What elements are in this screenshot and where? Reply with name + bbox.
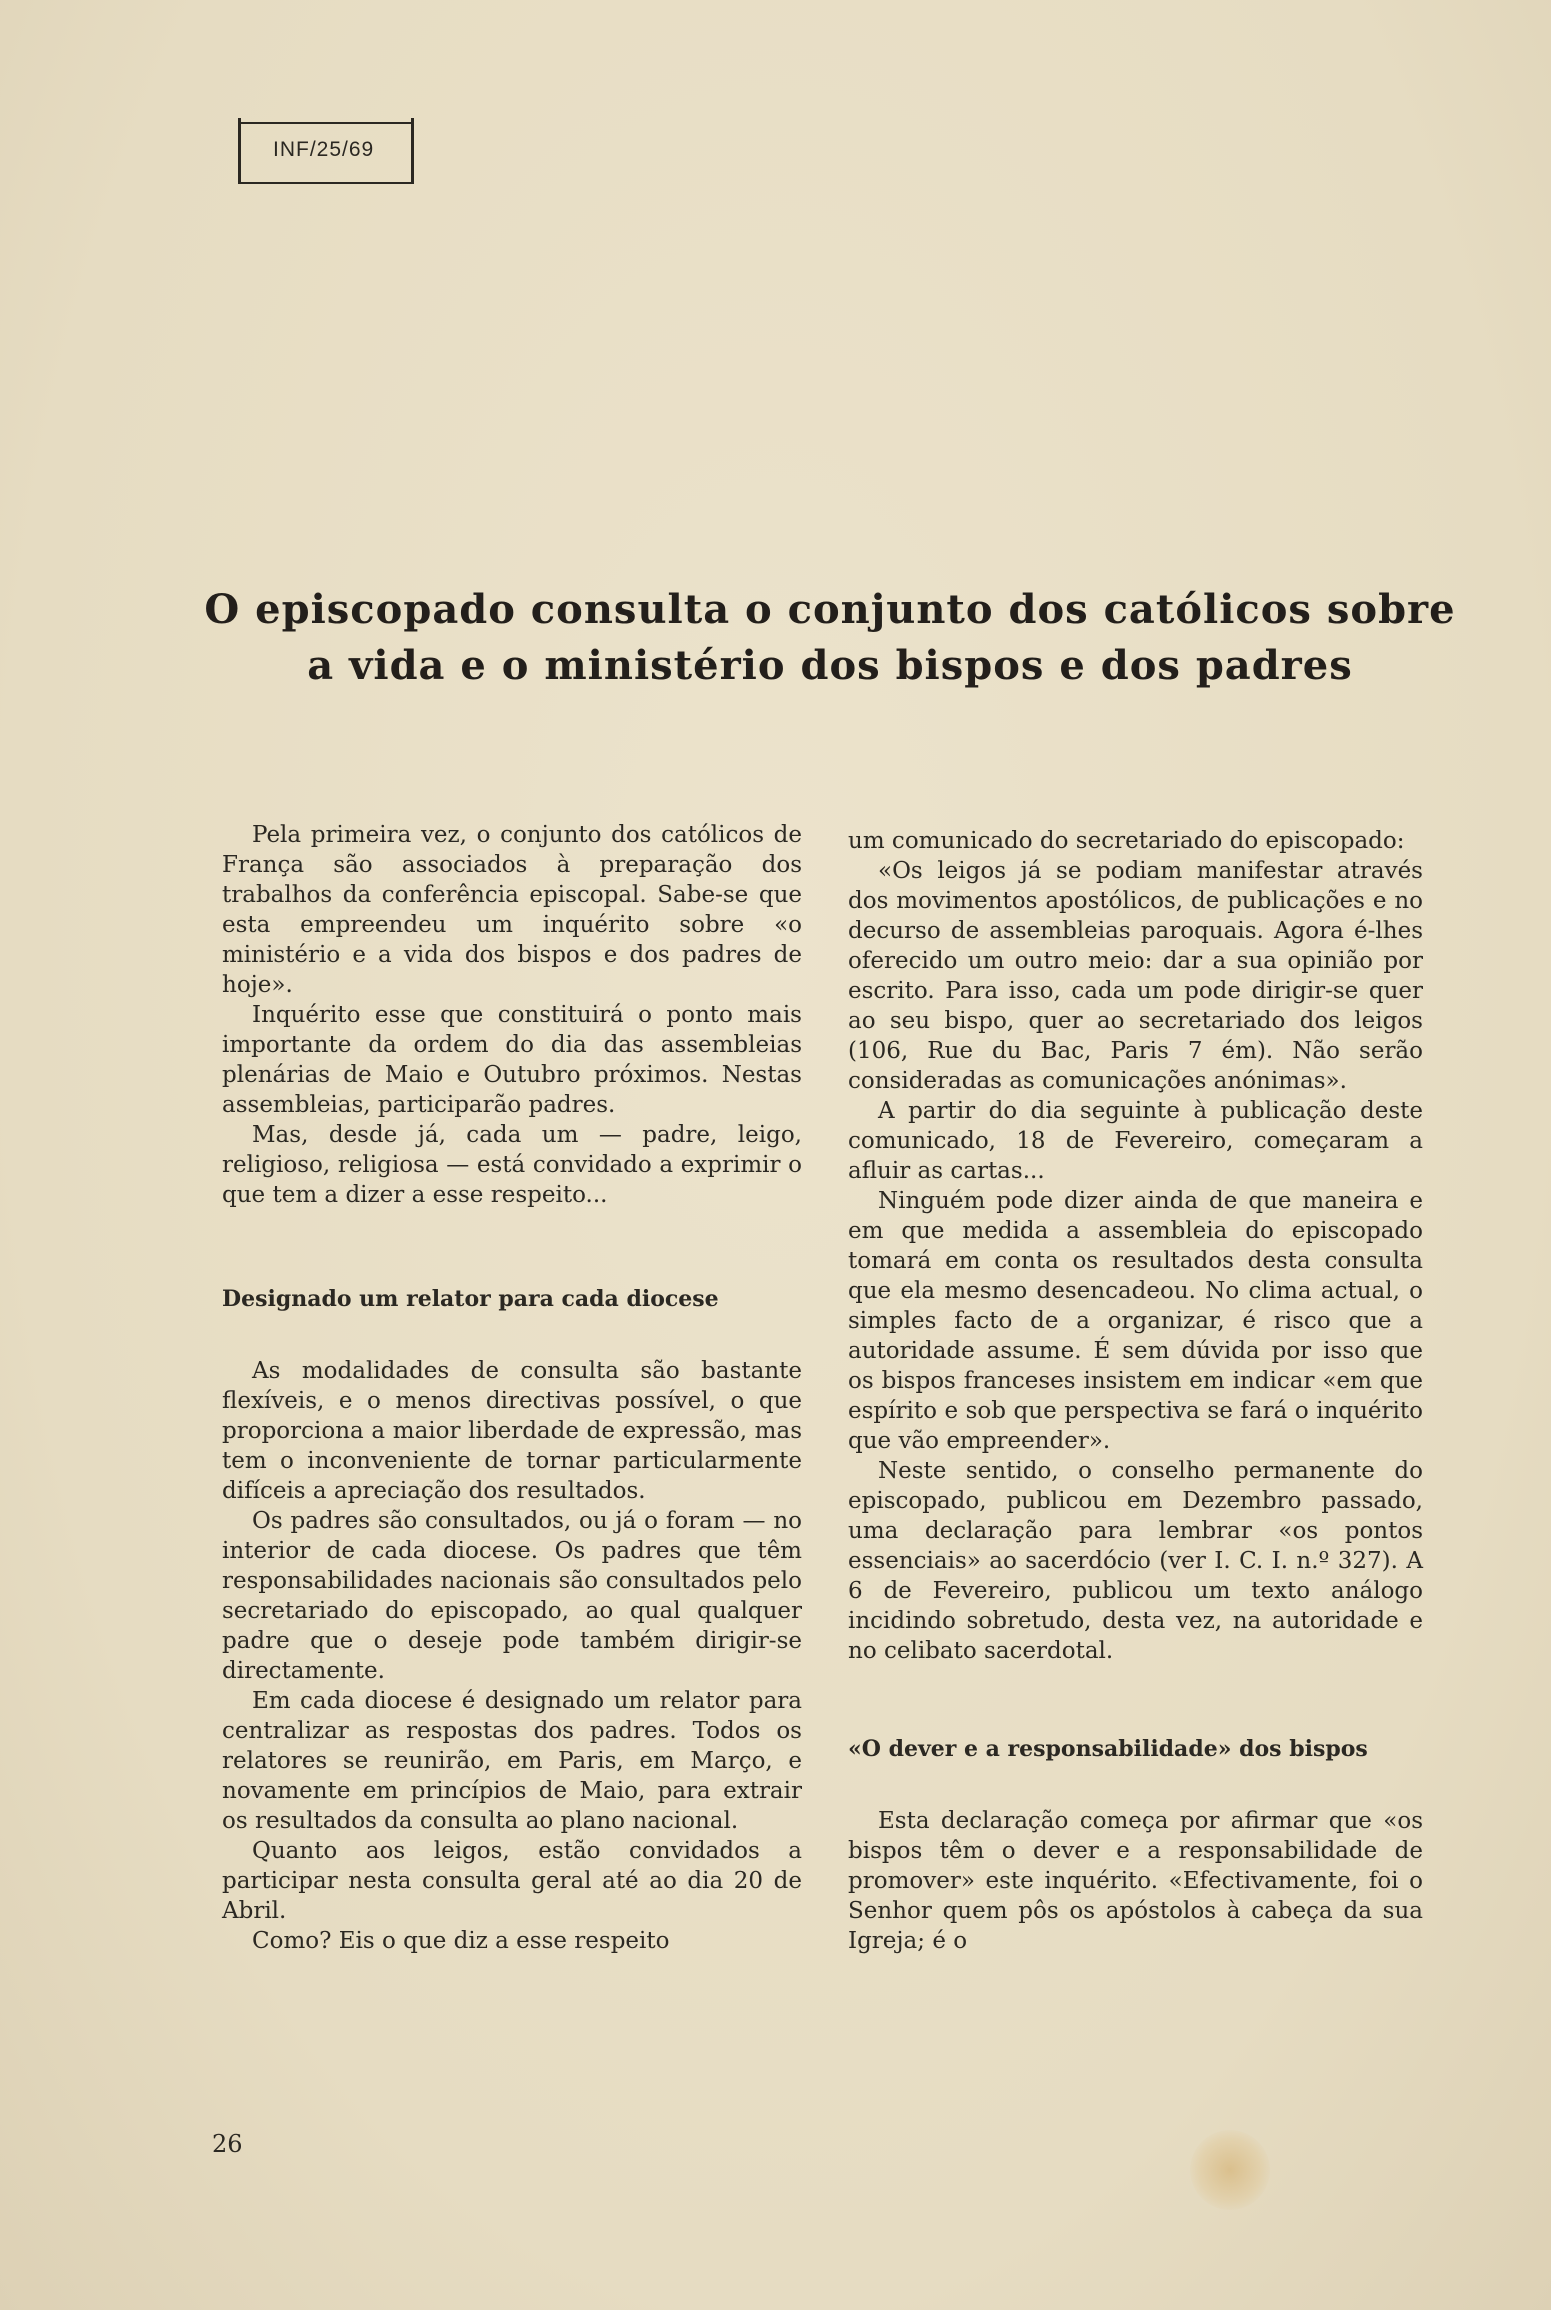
section-heading-bispos: «O dever e a responsabilidade» dos bispos xyxy=(848,1736,1368,1762)
paragraph: Ninguém pode dizer ainda de que maneira e em que medida a assembleia do episcopado tomará em conta os resultados desta consulta que ela mesmo desencadeou. No clima actual, o simples facto de a organizar, é risco que a autoridade assume. É sem dúvida por isso que os bispos franceses insistem em indicar «em que espírito e sob que perspectiva se fará o inquérito que vão empreender». xyxy=(848,1188,1423,1454)
left-column xyxy=(222,820,802,1956)
paragraph: Quanto aos leigos, estão convidados a participar nesta consulta geral até ao dia 20 de Abril. xyxy=(222,1838,802,1924)
paragraph: Como? Eis o que diz a esse respeito xyxy=(252,1928,670,1954)
paragraph: Inquérito esse que constituirá o ponto mais importante da ordem do dia das assembleias plenárias de Maio e Outubro próximos. Nestas assembleias, participarão padres. xyxy=(222,1002,802,1118)
paragraph: As modalidades de consulta são bastante flexíveis, e o menos directivas possível, o que proporciona a maior liberdade de expressão, mas tem o inconveniente de tornar particularmente difíceis a apreciação dos resultados. xyxy=(222,1358,802,1504)
section-heading-relator: Designado um relator para cada diocese xyxy=(222,1286,719,1312)
page-number: 26 xyxy=(212,2130,243,2158)
paragraph: Neste sentido, o conselho permanente do episcopado, publicou em Dezembro passado, uma declaração para lembrar «os pontos essenciais» ao sacerdócio (ver I. C. I. n.º 327). A 6 de Fevereiro, publicou um texto análogo incidindo sobretudo, desta vez, na autoridade e no celibato sacerdotal. xyxy=(848,1458,1423,1664)
reference-box xyxy=(238,118,414,184)
paragraph: Os padres são consultados, ou já o foram — no interior de cada diocese. Os padres que têm responsabilidades nacionais são consultados pelo secretariado do episcopado, ao qual qualquer padre que o deseje pode também dirigir-se directamente. xyxy=(222,1508,802,1684)
paragraph: Pela primeira vez, o conjunto dos católicos de França são associados à preparação dos trabalhos da conferência episcopal. Sabe-se que esta empreendeu um inquérito sobre «o ministério e a vida dos bispos e dos padres de hoje». xyxy=(222,822,802,998)
paragraph: A partir do dia seguinte à publicação deste comunicado, 18 de Fevereiro, começaram a afluir as cartas... xyxy=(848,1098,1423,1184)
right-column xyxy=(848,826,1423,1956)
paragraph: «Os leigos já se podiam manifestar através dos movimentos apostólicos, de publicações e no decurso de assembleias paroquais. Agora é-lhes oferecido um outro meio: dar a sua opinião por escrito. Para isso, cada um pode dirigir-se quer ao seu bispo, quer ao secretariado dos leigos (106, Rue du Bac, Paris 7 ém). Não serão consideradas as comunicações anónimas». xyxy=(848,858,1423,1094)
paragraph: Esta declaração começa por afirmar que «os bispos têm o dever e a responsabilidade de promover» este inquérito. «Efectivamente, foi o Senhor quem pôs os apóstolos à cabeça da sua Igreja; é o xyxy=(848,1808,1423,1954)
article-title xyxy=(180,582,1480,694)
article-title-line-2: a vida e o ministério dos bispos e dos padres xyxy=(307,642,1353,689)
paper-stain xyxy=(1190,2130,1270,2210)
paragraph-continuation: um comunicado do secretariado do episcopado: xyxy=(848,828,1405,854)
article-title-line-1: O episcopado consulta o conjunto dos católicos sobre xyxy=(204,586,1456,633)
paragraph: Em cada diocese é designado um relator para centralizar as respostas dos padres. Todos os relatores se reunirão, em Paris, em Março, e novamente em princípios de Maio, para extrair os resultados da consulta ao plano nacional. xyxy=(222,1688,802,1834)
reference-code: INF/25/69 xyxy=(273,138,375,161)
paragraph: Mas, desde já, cada um — padre, leigo, religioso, religiosa — está convidado a exprimir o que tem a dizer a esse respeito... xyxy=(222,1122,802,1208)
